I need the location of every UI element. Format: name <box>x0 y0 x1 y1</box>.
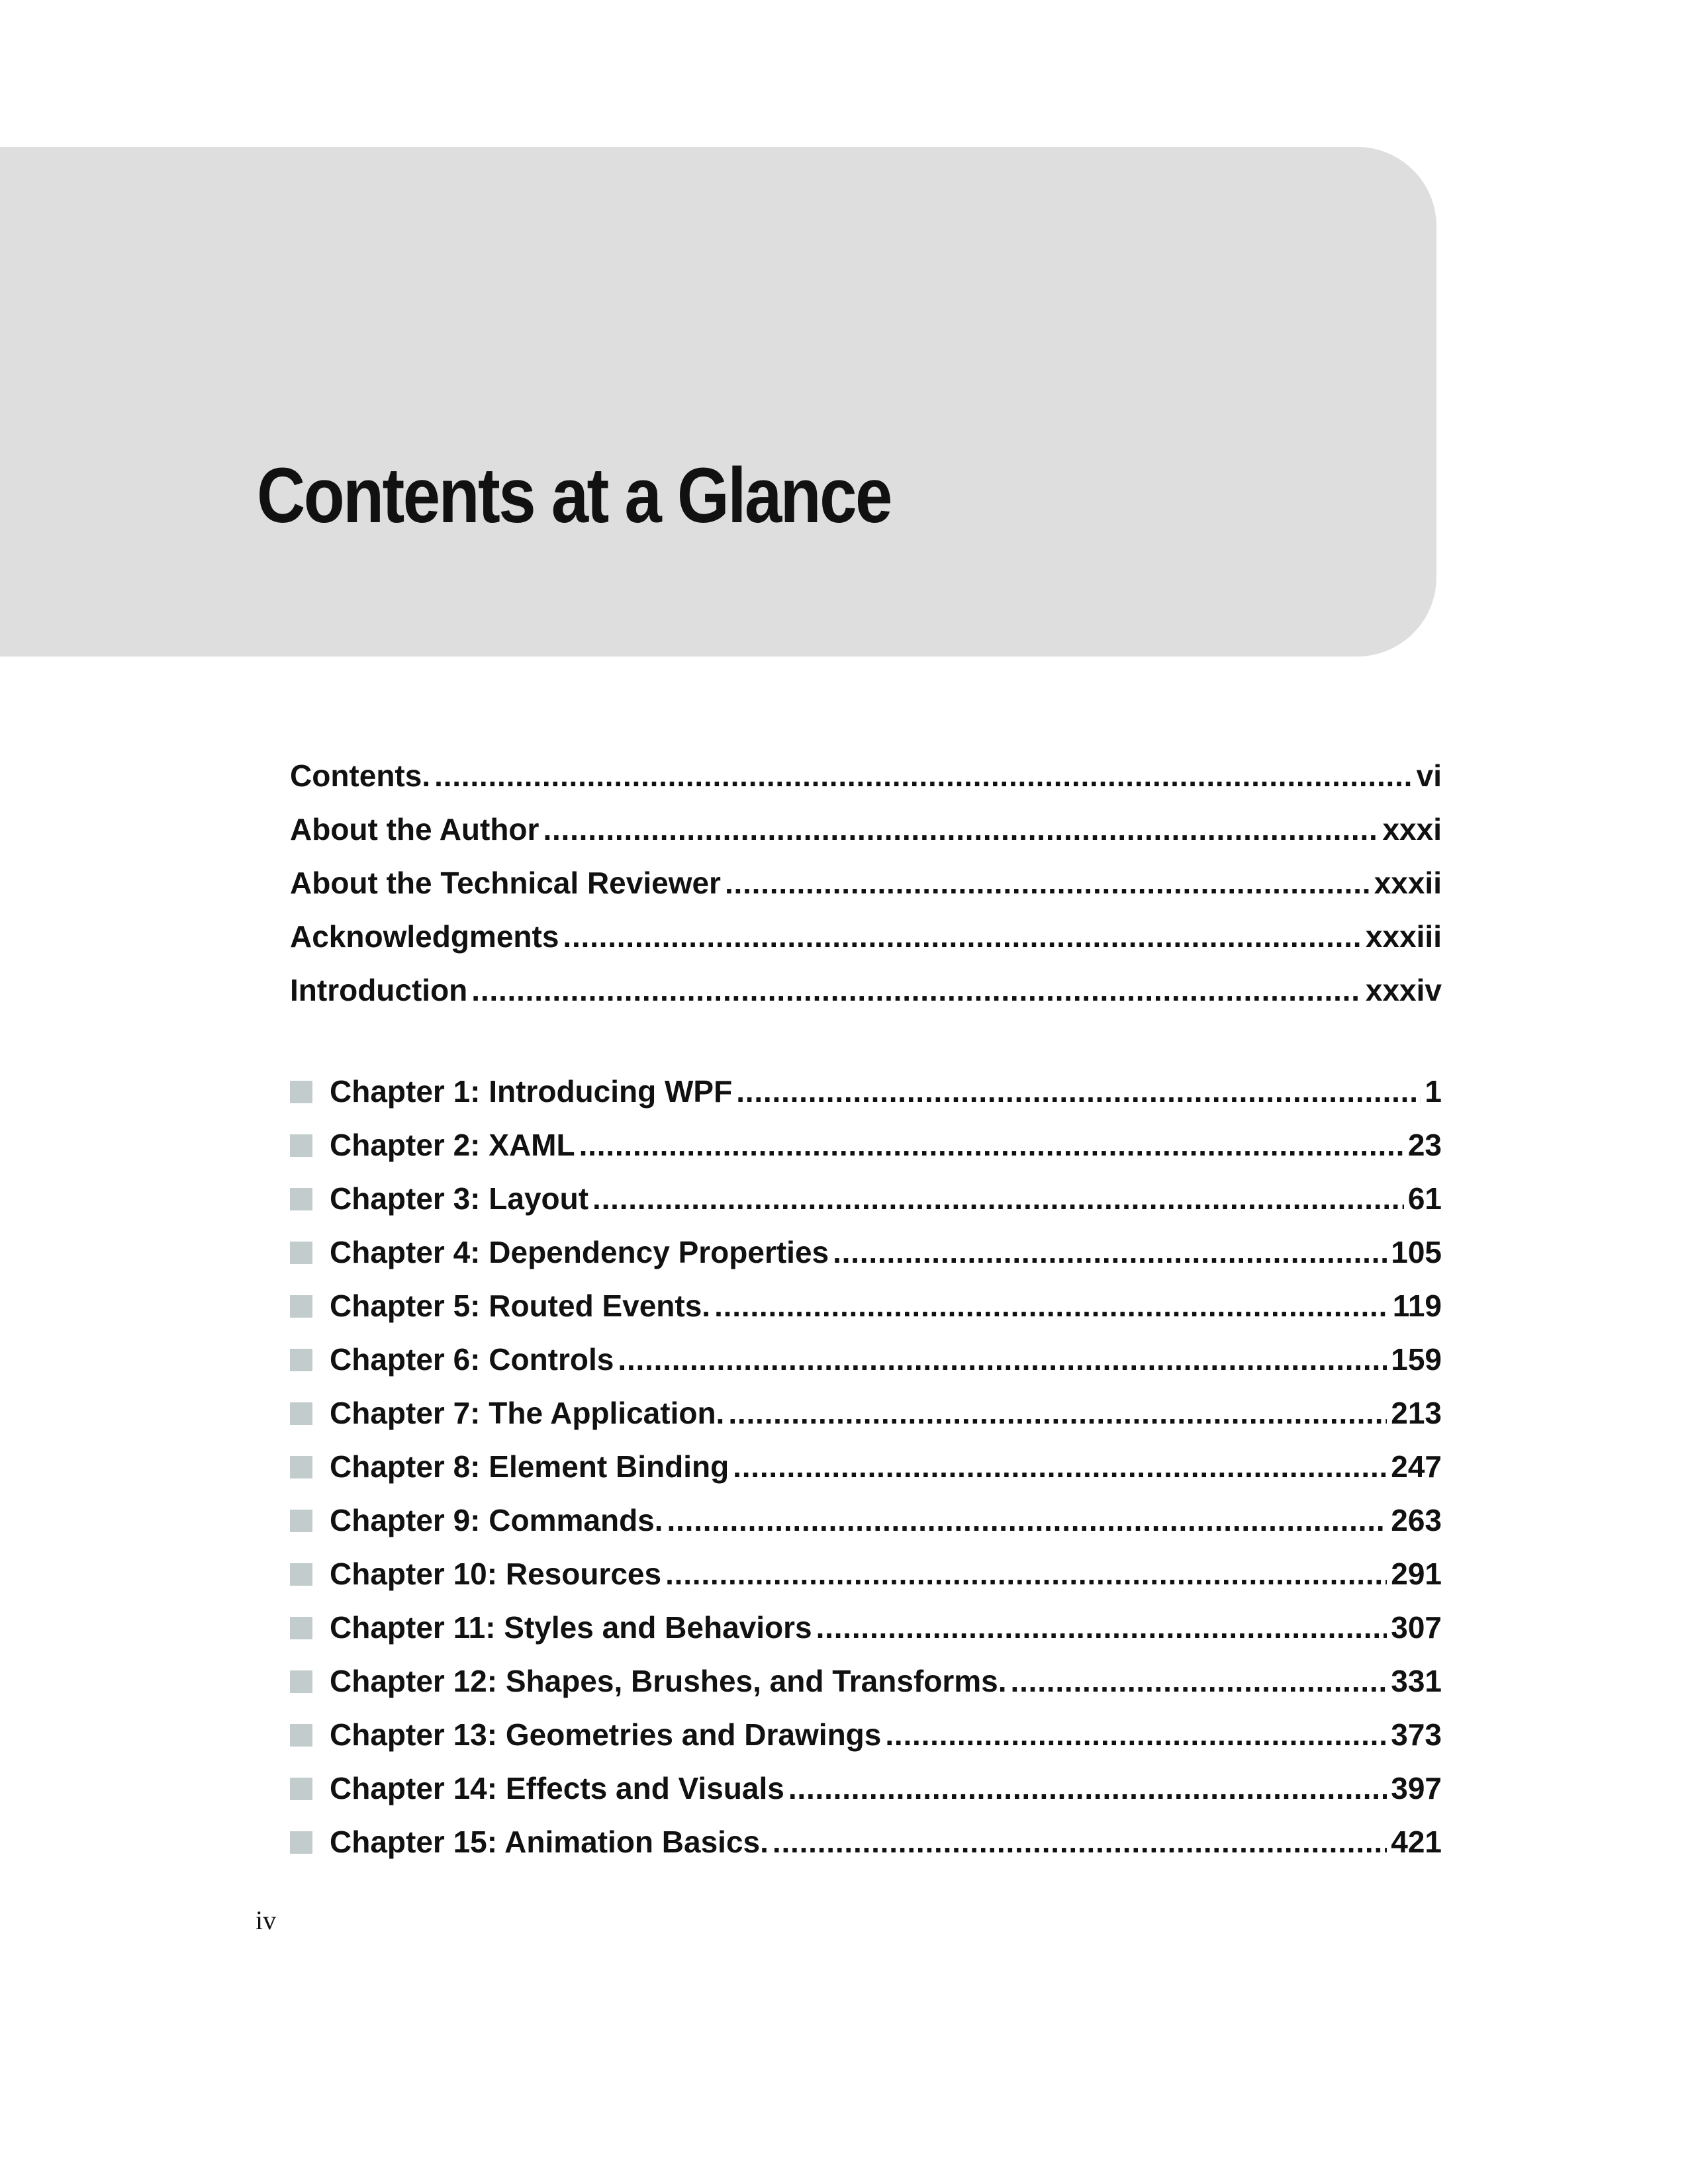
toc-entry-chapter-5[interactable] <box>290 1279 1442 1333</box>
toc-entry-label: Chapter 12: Shapes, Brushes, and Transforms. <box>330 1664 1007 1698</box>
square-bullet-icon <box>290 1831 312 1854</box>
toc-entry-page: 291 <box>1391 1557 1442 1591</box>
toc-entry-label: Chapter 13: Geometries and Drawings <box>330 1717 882 1752</box>
dot-leader <box>618 1333 1387 1387</box>
dot-leader <box>728 1387 1387 1440</box>
toc-entry-label: Chapter 8: Element Binding <box>330 1449 729 1484</box>
toc-entry-page: xxxiv <box>1365 973 1442 1007</box>
toc-entry-label: Chapter 3: Layout <box>330 1181 589 1216</box>
square-bullet-icon <box>290 1456 312 1479</box>
dot-leader <box>725 856 1370 910</box>
toc-entry-label: Chapter 9: Commands. <box>330 1503 663 1537</box>
dot-leader <box>471 964 1362 1017</box>
toc-entry-chapter-8[interactable] <box>290 1440 1442 1494</box>
toc-entry-page: xxxii <box>1374 866 1442 900</box>
square-bullet-icon <box>290 1724 312 1747</box>
toc-entry-chapter-9[interactable] <box>290 1494 1442 1547</box>
toc-entry-page: 1 <box>1425 1074 1442 1109</box>
header-panel <box>0 147 1436 657</box>
toc-entry-about-reviewer[interactable] <box>290 856 1442 910</box>
toc-entry-page: 373 <box>1391 1717 1442 1752</box>
square-bullet-icon <box>290 1242 312 1264</box>
toc-entry-page: 247 <box>1391 1449 1442 1484</box>
toc-entry-acknowledgments[interactable] <box>290 910 1442 964</box>
dot-leader <box>667 1494 1387 1547</box>
toc-entry-page: 263 <box>1391 1503 1442 1537</box>
toc-entry-page: 23 <box>1407 1128 1442 1162</box>
dot-leader <box>816 1601 1387 1655</box>
toc-entry-chapter-10[interactable] <box>290 1547 1442 1601</box>
dot-leader <box>665 1547 1387 1601</box>
page-folio: iv <box>256 1905 277 1935</box>
toc-entry-label: Chapter 2: XAML <box>330 1128 575 1162</box>
toc-entry-label: Chapter 15: Animation Basics. <box>330 1825 769 1859</box>
toc-entry-contents[interactable] <box>290 749 1442 803</box>
toc-entry-label: About the Technical Reviewer <box>290 866 721 900</box>
dot-leader <box>714 1279 1389 1333</box>
toc-entry-label: Chapter 11: Styles and Behaviors <box>330 1610 812 1645</box>
dot-leader <box>788 1762 1387 1815</box>
square-bullet-icon <box>290 1402 312 1425</box>
toc-entry-label: Chapter 14: Effects and Visuals <box>330 1771 784 1805</box>
toc-entry-page: 213 <box>1391 1396 1442 1430</box>
square-bullet-icon <box>290 1563 312 1586</box>
toc-entry-page: 119 <box>1392 1289 1442 1323</box>
dot-leader <box>592 1172 1404 1226</box>
toc-entry-label: Chapter 6: Controls <box>330 1342 614 1377</box>
toc-entry-chapter-3[interactable] <box>290 1172 1442 1226</box>
toc-entry-chapter-6[interactable] <box>290 1333 1442 1387</box>
toc-entry-chapter-1[interactable] <box>290 1065 1442 1118</box>
toc-entry-label: Chapter 4: Dependency Properties <box>330 1235 829 1269</box>
toc-entry-page: 307 <box>1391 1610 1442 1645</box>
toc-entry-label: Chapter 7: The Application. <box>330 1396 725 1430</box>
toc-entry-page: 331 <box>1391 1664 1442 1698</box>
square-bullet-icon <box>290 1617 312 1639</box>
dot-leader <box>833 1226 1387 1279</box>
table-of-contents <box>290 749 1442 1869</box>
toc-entry-page: vi <box>1416 758 1442 793</box>
square-bullet-icon <box>290 1081 312 1103</box>
toc-entry-page: xxxiii <box>1365 919 1442 954</box>
section-spacer <box>290 1017 1442 1065</box>
toc-entry-chapter-15[interactable] <box>290 1815 1442 1869</box>
toc-entry-chapter-4[interactable] <box>290 1226 1442 1279</box>
dot-leader <box>579 1118 1404 1172</box>
toc-entry-page: 421 <box>1391 1825 1442 1859</box>
toc-entry-label: Chapter 5: Routed Events. <box>330 1289 711 1323</box>
dot-leader <box>1011 1655 1387 1708</box>
square-bullet-icon <box>290 1295 312 1318</box>
toc-entry-chapter-2[interactable] <box>290 1118 1442 1172</box>
toc-entry-page: 105 <box>1391 1235 1442 1269</box>
dot-leader <box>736 1065 1421 1118</box>
toc-entry-about-author[interactable] <box>290 803 1442 856</box>
toc-entry-label: Contents. <box>290 758 431 793</box>
dot-leader <box>434 749 1413 803</box>
toc-entry-chapter-7[interactable] <box>290 1387 1442 1440</box>
square-bullet-icon <box>290 1778 312 1800</box>
toc-entry-label: Chapter 1: Introducing WPF <box>330 1074 733 1109</box>
dot-leader <box>563 910 1361 964</box>
toc-entry-page: 159 <box>1391 1342 1442 1377</box>
toc-entry-chapter-12[interactable] <box>290 1655 1442 1708</box>
dot-leader <box>733 1440 1387 1494</box>
toc-entry-label: About the Author <box>290 812 539 846</box>
toc-entry-chapter-13[interactable] <box>290 1708 1442 1762</box>
toc-entry-label: Chapter 10: Resources <box>330 1557 662 1591</box>
toc-entry-introduction[interactable] <box>290 964 1442 1017</box>
square-bullet-icon <box>290 1670 312 1693</box>
toc-entry-label: Acknowledgments <box>290 919 559 954</box>
toc-entry-chapter-14[interactable] <box>290 1762 1442 1815</box>
square-bullet-icon <box>290 1188 312 1210</box>
square-bullet-icon <box>290 1349 312 1371</box>
dot-leader <box>543 803 1378 856</box>
toc-entry-page: xxxi <box>1382 812 1442 846</box>
square-bullet-icon <box>290 1510 312 1532</box>
toc-entry-page: 61 <box>1407 1181 1442 1216</box>
dot-leader <box>773 1815 1387 1869</box>
dot-leader <box>885 1708 1387 1762</box>
toc-entry-page: 397 <box>1391 1771 1442 1805</box>
toc-entry-chapter-11[interactable] <box>290 1601 1442 1655</box>
toc-entry-label: Introduction <box>290 973 468 1007</box>
square-bullet-icon <box>290 1134 312 1157</box>
page-title: Contents at a Glance <box>257 452 891 539</box>
